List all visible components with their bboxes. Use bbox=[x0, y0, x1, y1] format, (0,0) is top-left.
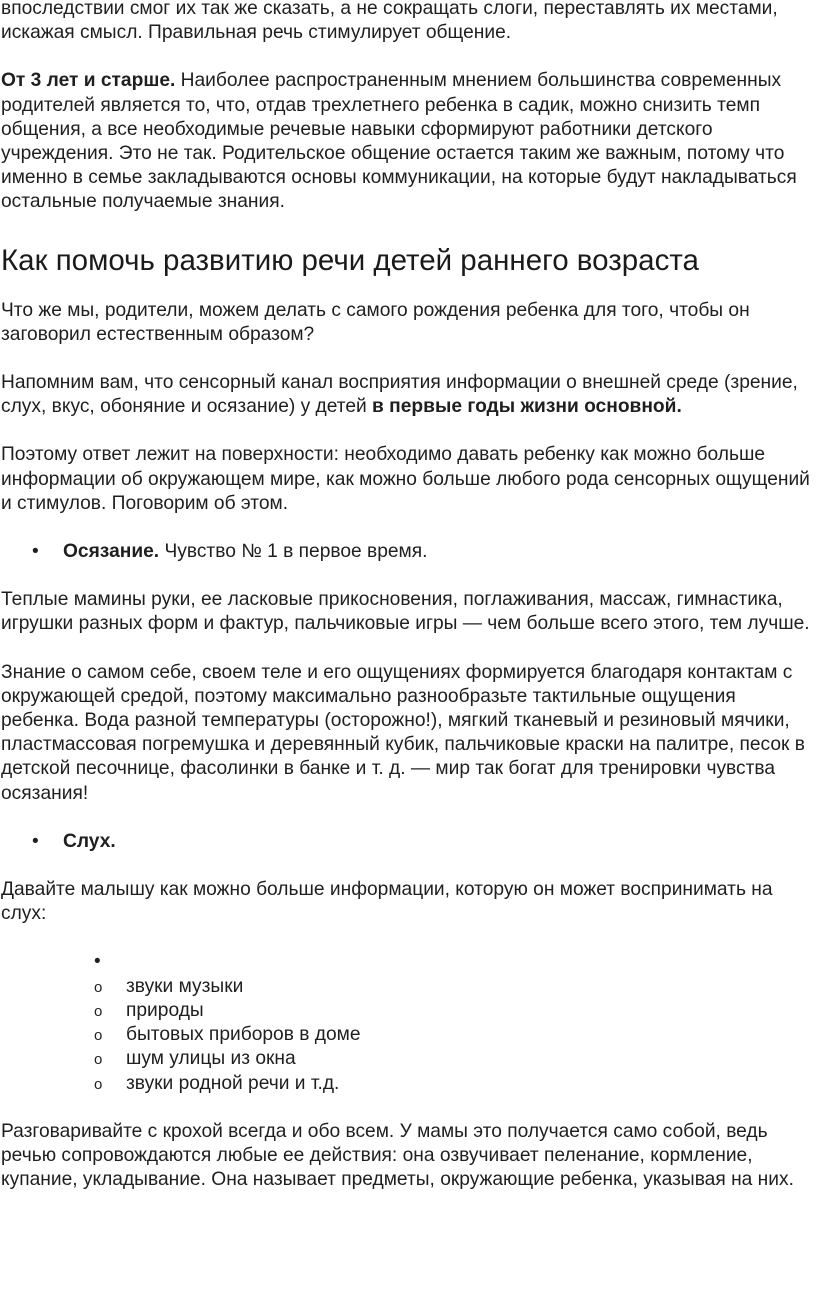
spacer bbox=[1, 564, 816, 588]
list-item bbox=[1, 1047, 816, 1071]
list-item-text: звуки музыки bbox=[126, 975, 244, 997]
paragraph-3-years bbox=[1, 69, 816, 214]
spacer bbox=[1, 806, 816, 830]
spacer bbox=[1, 215, 816, 235]
list-item bbox=[1, 975, 816, 999]
list-item-hearing bbox=[1, 830, 816, 854]
paragraph-speech-intro: впоследствии смог их так же сказать, а не сокращать слоги, переставлять их местами, искажая смысл. Правильная речь стимулирует общение. bbox=[1, 0, 778, 44]
paragraph-sensory-channel bbox=[1, 371, 816, 419]
bullet-list-touch bbox=[1, 540, 816, 564]
sublist-sounds bbox=[1, 950, 816, 1095]
spacer bbox=[1, 347, 816, 371]
spacer bbox=[1, 516, 816, 540]
bold-first-years: в первые годы жизни основной. bbox=[372, 396, 682, 418]
circle-marker: o bbox=[94, 978, 103, 996]
section-heading: Как помочь развитию речи детей раннего возраста bbox=[1, 243, 699, 277]
bullet-list-hearing bbox=[1, 830, 816, 854]
spacer bbox=[1, 45, 816, 69]
bullet-marker: • bbox=[94, 951, 101, 973]
list-item-text: шум улицы из окна bbox=[126, 1048, 296, 1070]
list-item-text: природы bbox=[126, 999, 204, 1021]
list-item bbox=[1, 999, 816, 1023]
paragraph-question: Что же мы, родители, можем делать с самого рождения ребенка для того, чтобы он заговорил естественным образом? bbox=[1, 299, 750, 345]
list-item-text: звуки родной речи и т.д. bbox=[126, 1072, 340, 1094]
list-item-touch bbox=[1, 540, 816, 564]
circle-marker: o bbox=[94, 1051, 103, 1069]
list-item-text: бытовых приборов в доме bbox=[126, 1024, 361, 1046]
circle-marker: o bbox=[94, 1002, 103, 1020]
spacer bbox=[1, 637, 816, 661]
spacer bbox=[1, 854, 816, 878]
spacer bbox=[1, 926, 816, 950]
circle-marker: o bbox=[94, 1075, 103, 1093]
paragraph-3-years-text: Наиболее распространенным мнением большинства современных родителей является то, что, отдав трехлетнего ребенка в садик, можно снизить темп общения, а все необходимые речевые навыки сформируют работники детского учреждения. Это не так. Родительское общение остается таким же важным, потому что именно в семье закладываются основы коммуникации, на которые будут накладываться остальные получаемые знания. bbox=[1, 70, 797, 213]
paragraph-warm-hands: Теплые мамины руки, ее ласковые прикосновения, поглаживания, массаж, гимнастика, игрушки разных форм и фактур, пальчиковые игры — чем больше всего этого, тем лучше. bbox=[1, 589, 810, 635]
list-item bbox=[1, 1023, 816, 1047]
bold-touch: Осязание. bbox=[63, 541, 160, 563]
paragraph-talk-to-baby: Разговаривайте с крохой всегда и обо всем. У мамы это получается само собой, ведь речью сопровождаются любые ее действия: она озвучивает пеленание, кормление, купание, укладывание. Она называет предметы, окружающие ребенка, указывая на них. bbox=[1, 1120, 794, 1191]
circle-marker: o bbox=[94, 1027, 103, 1045]
list-item-empty bbox=[1, 950, 816, 974]
list-item bbox=[1, 1072, 816, 1096]
paragraph-answer: Поэтому ответ лежит на поверхности: необходимо давать ребенку как можно больше информации об окружающем мире, как можно больше любого рода сенсорных ощущений и стимулов. Поговорим об этом. bbox=[1, 444, 810, 514]
paragraph-hearing-info: Давайте малышу как можно больше информации, которую он может воспринимать на слух: bbox=[1, 879, 773, 925]
bold-lead-3-years: От 3 лет и старше. bbox=[1, 70, 176, 92]
spacer bbox=[1, 419, 816, 443]
spacer bbox=[1, 1096, 816, 1120]
bold-hearing: Слух. bbox=[63, 830, 116, 852]
spacer bbox=[1, 279, 816, 299]
paragraph-sensory-text: Напомним вам, что сенсорный канал восприятия информации о внешней среде (зрение, слух, вкус, обоняние и осязание) у детей bbox=[1, 372, 798, 418]
touch-text: Чувство № 1 в первое время. bbox=[159, 541, 428, 563]
paragraph-self-knowledge: Знание о самом себе, своем теле и его ощущениях формируется благодаря контактам с окружающей средой, поэтому максимально разнообразьте тактильные ощущения ребенка. Вода разной температуры (осторожно!), мягкий тканевый и резиновый мячики, пластмассовая погремушка и деревянный кубик, пальчиковые краски на палитре, песок в детской песочнице, фасолинки в банке и т. д. — мир так богат для тренировки чувства осязания! bbox=[1, 661, 805, 804]
